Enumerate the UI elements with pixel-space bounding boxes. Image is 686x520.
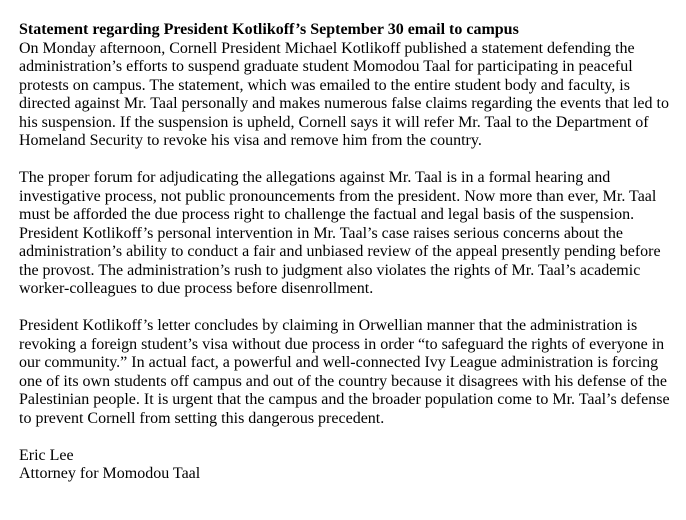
signature-block: [19, 447, 670, 484]
paragraph-2: The proper forum for adjudicating the allegations against Mr. Taal is in a formal hearing and investigative process, not public pronouncements from the president. Now more than ever, Mr. Taal must be afforded the due process right to challenge the factual and legal basis of the suspension. President Kotlikoff’s personal intervention in Mr. Taal’s case raises serious concerns about the administration’s ability to conduct a fair and unbiased review of the appeal presently pending before the provost. The administration’s rush to judgment also violates the rights of Mr. Taal’s academic worker-colleagues to due process before disenrollment.: [19, 169, 661, 297]
signature-role: Attorney for Momodou Taal: [19, 465, 201, 482]
paragraph-1: On Monday afternoon, Cornell President Michael Kotlikoff published a statement defending the administration’s efforts to suspend graduate student Momodou Taal for participating in peaceful protests on campus. The statement, which was emailed to the entire student body and faculty, is directed against Mr. Taal personally and makes numerous false claims regarding the events that led to his suspension. If the suspension is upheld, Cornell says it will refer Mr. Taal to the Department of Homeland Security to revoke his visa and remove him from the country.: [19, 39, 669, 149]
paragraph-3: President Kotlikoff’s letter concludes by claiming in Orwellian manner that the administration is revoking a foreign student’s visa without due process in order “to safeguard the rights of everyone in our community.” In actual fact, a powerful and well-connected Ivy League administration is forcing one of its own students off campus and out of the country because it disagrees with his defense of the Palestinian people. It is urgent that the campus and the broader population come to Mr. Taal’s defense to prevent Cornell from setting this dangerous precedent.: [19, 317, 670, 427]
signature-name: Eric Lee: [19, 446, 74, 464]
statement-title: Statement regarding President Kotlikoff’s September 30 email to campus: [19, 21, 519, 38]
